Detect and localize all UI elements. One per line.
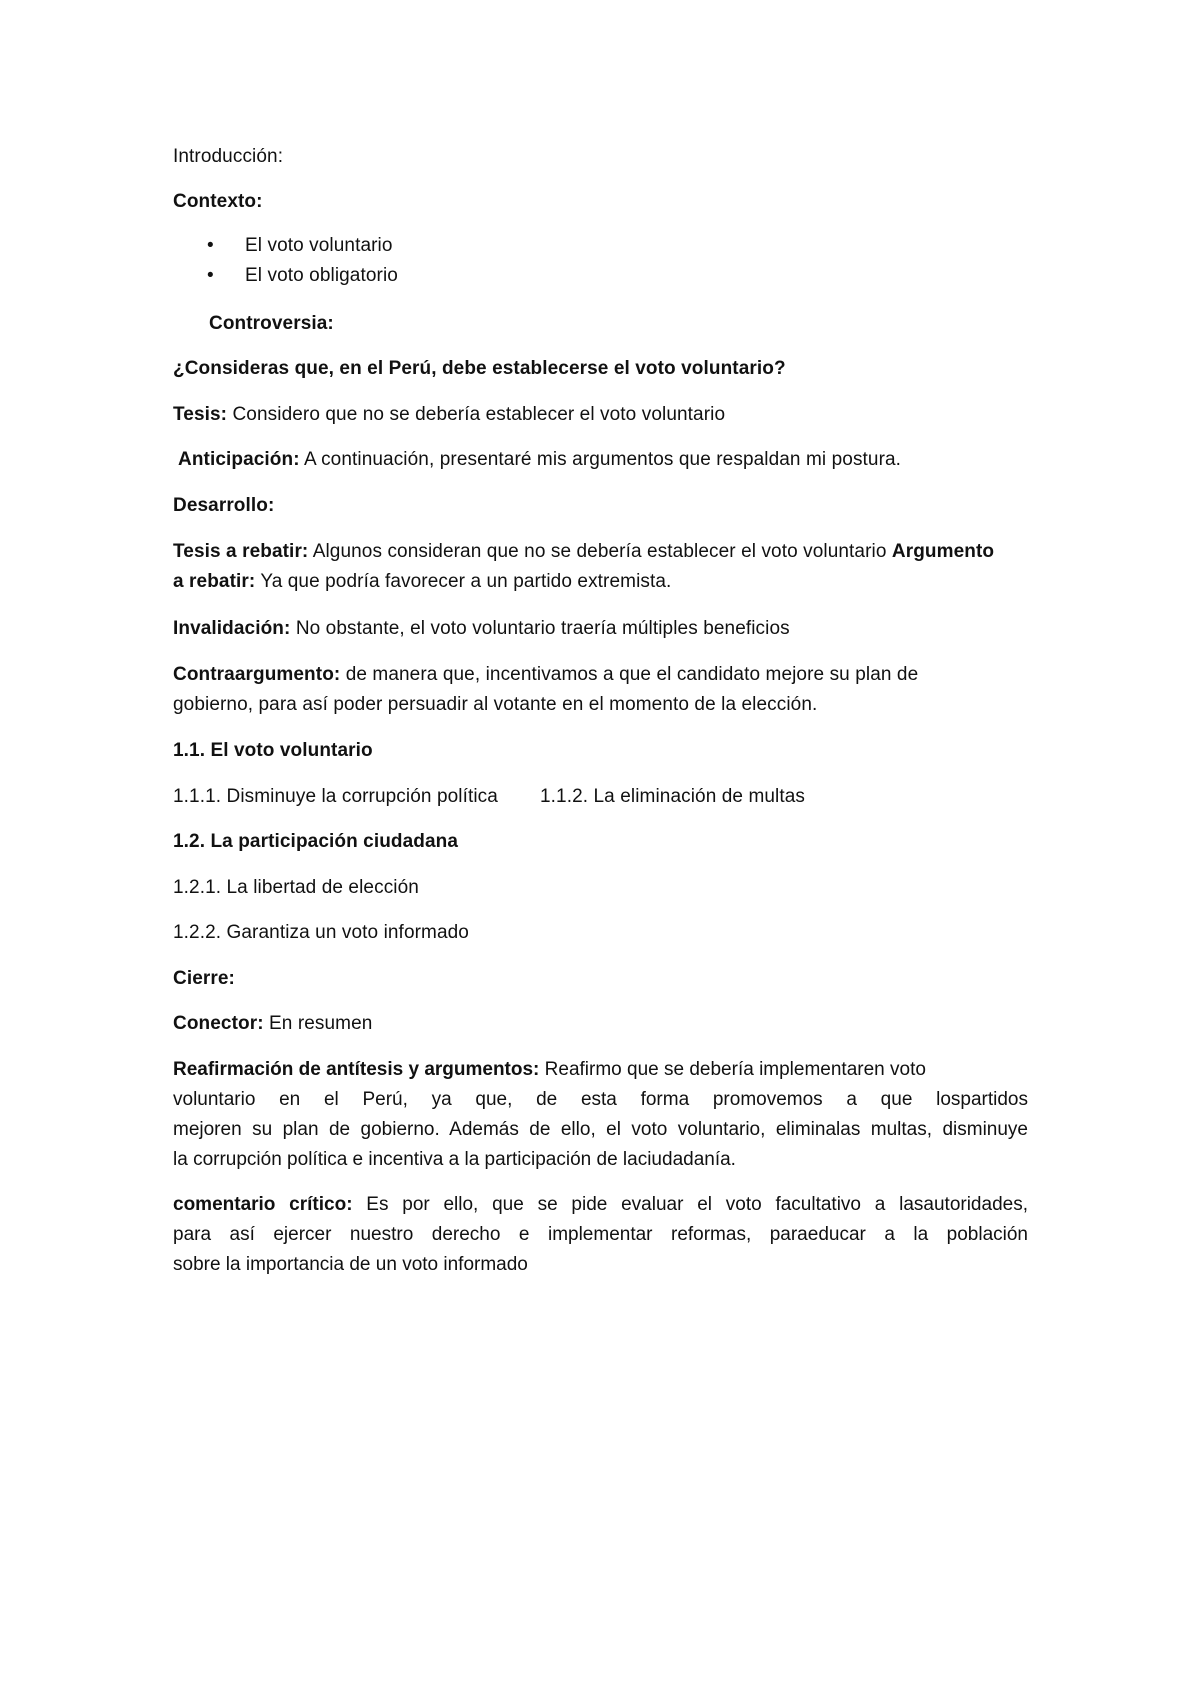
reafirmacion-line-4: la corrupción política e incentiva a la participación de laciudadanía. <box>173 1149 736 1170</box>
bullet-icon: • <box>207 235 214 256</box>
reafirmacion-line-3: mejoren su plan de gobierno. Además de ello, el voto voluntario, eliminalas multas, disminuye <box>173 1119 1028 1140</box>
argumento-label-part1: Argumento <box>891 541 995 562</box>
intro-heading: Introducción: <box>173 146 284 167</box>
conector-label: Conector: <box>173 1013 264 1034</box>
argumento-label-part2: a rebatir: <box>173 571 256 592</box>
section-1-1-1: 1.1.1. Disminuye la corrupción política <box>173 786 498 807</box>
section-1-2-2: 1.2.2. Garantiza un voto informado <box>173 922 469 943</box>
comentario-line-2: para así ejercer nuestro derecho e implementar reformas, paraeducar a la población <box>173 1224 1028 1245</box>
anticipacion-text: A continuación, presentaré mis argumentos que respaldan mi postura. <box>299 449 902 470</box>
comentario-label: comentario crítico: <box>173 1194 353 1215</box>
bullet-item-voluntario: El voto voluntario <box>245 235 393 256</box>
bullet-item-obligatorio: El voto obligatorio <box>245 265 398 286</box>
comentario-text-1: Es por ello, que se pide evaluar el voto facultativo a lasautoridades, <box>352 1194 1028 1215</box>
comentario-line-1 <box>173 1190 1028 1220</box>
tesis-line <box>173 400 725 430</box>
tesis-label: Tesis: <box>173 404 228 425</box>
invalidacion-label: Invalidación: <box>173 618 291 639</box>
invalidacion-text: No obstante, el voto voluntario traería múltiples beneficios <box>290 618 790 639</box>
conector-line <box>173 1009 372 1039</box>
tesis-rebatir-line <box>173 537 994 567</box>
contexto-heading: Contexto: <box>173 191 263 212</box>
reafirmacion-label: Reafirmación de antítesis y argumentos: <box>173 1059 540 1080</box>
section-1-2-heading: 1.2. La participación ciudadana <box>173 831 459 852</box>
anticipacion-line <box>178 445 901 475</box>
contraargumento-text-1: de manera que, incentivamos a que el candidato mejore su plan de <box>340 664 919 685</box>
reafirmacion-line-1 <box>173 1055 1028 1085</box>
argumento-rebatir-text: Ya que podría favorecer a un partido extremista. <box>255 571 672 592</box>
invalidacion-line <box>173 614 790 644</box>
anticipacion-label: Anticipación: <box>178 449 300 470</box>
argumento-rebatir-line <box>173 567 671 597</box>
section-1-1-2: 1.1.2. La eliminación de multas <box>540 786 806 807</box>
reafirmacion-line-2: voluntario en el Perú, ya que, de esta forma promovemos a que lospartidos <box>173 1089 1028 1110</box>
comentario-paragraph <box>173 1190 1028 1280</box>
controversia-heading: Controversia: <box>209 313 334 334</box>
tesis-rebatir-text: Algunos consideran que no se debería establecer el voto voluntario <box>308 541 892 562</box>
tesis-text: Considero que no se debería establecer el voto voluntario <box>227 404 726 425</box>
reafirmacion-text-1: Reafirmo que se debería implementaren voto <box>539 1059 926 1080</box>
cierre-heading: Cierre: <box>173 968 235 989</box>
desarrollo-heading: Desarrollo: <box>173 495 275 516</box>
section-1-2-1: 1.2.1. La libertad de elección <box>173 877 419 898</box>
contraargumento-line-1 <box>173 660 918 690</box>
contraargumento-line-2: gobierno, para así poder persuadir al votante en el momento de la elección. <box>173 694 818 715</box>
section-1-1-heading: 1.1. El voto voluntario <box>173 740 373 761</box>
conector-text: En resumen <box>263 1013 373 1034</box>
comentario-line-3: sobre la importancia de un voto informado <box>173 1254 528 1275</box>
reafirmacion-paragraph <box>173 1055 1028 1175</box>
contraargumento-label: Contraargumento: <box>173 664 341 685</box>
bullet-icon: • <box>207 265 214 286</box>
controversia-question: ¿Consideras que, en el Perú, debe establecerse el voto voluntario? <box>173 358 786 379</box>
tesis-rebatir-label: Tesis a rebatir: <box>173 541 309 562</box>
